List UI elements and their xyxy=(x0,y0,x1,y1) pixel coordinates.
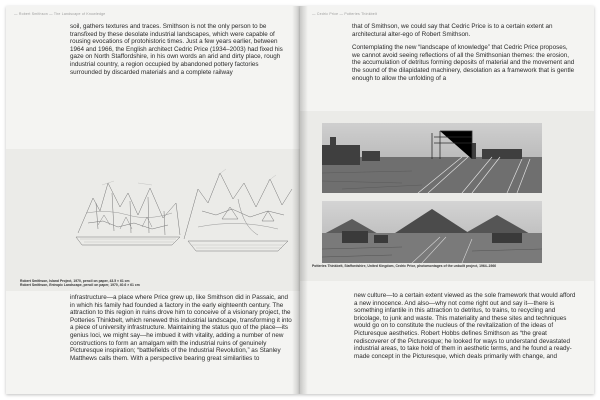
running-head-right: — Cedric Price — Potteries Thinkbelt xyxy=(312,12,378,16)
photomontage-spoil-heaps xyxy=(322,201,542,263)
paragraph: new culture—to a certain extent viewed as the sole framework that would afford a new innocence. And also—why not come right out and say it—there is something infantile in this attraction to detritus, to trains, to recycling and bricolage, to junk and waste. This materiality and these sites and techniques would go on to constitute the nucleus of the revitalization of the ideas of Picturesque aesthetics. Robert Hobbs defines Smithson as “the great rediscoverer of the Picturesque; he looked for ways to understand devastated industrial areas, to take hold of them in aesthetic terms, and he found a ready-made concept in the Picturesque, which deals primarily with change, and xyxy=(354,292,576,360)
right-page-caption: Potteries Thinkbelt, Staffordshire, United Kingdom, Cedric Price, photomontages of the unbuilt project, 1964–1966 xyxy=(312,264,497,268)
sketch-drawing-entropic-landscape xyxy=(178,159,298,257)
right-page xyxy=(300,6,594,394)
photomontage-railway-yard xyxy=(322,123,542,193)
left-page xyxy=(6,6,300,394)
paragraph: infrastructure—a place where Price grew up, like Smithson did in Passaic, and in which his family had founded a factory in the early eighteenth century. The attraction to this region in ruins drove him to conceive of a visionary project, the Potteries Thinkbelt, which renewed this industrial landscape, transforming it into a piece of university infrastructure. Maintaining the status quo of the place—its genius loci, we might say—he imbued it with vitality, adding a number of new constructions to form an amalgam with the industrial ruins of genuinely Picturesque inspiration; “battlefields of the Industrial Revolution,” as Stanley Matthews calls them. With a perspective bearing great similarities to xyxy=(70,294,292,362)
paragraph: Contemplating the new “landscape of knowledge” that Cedric Price proposes, we cannot avoid seeing reflections of all the Smithsonian themes: the erosion, the accumulation of detritus forming deposits of material and the movement and the sound of the dilapidated machinery, desolation as a framework that is gentle enough to allow the unfolding of a xyxy=(352,44,575,82)
left-page-image-plate xyxy=(6,149,300,291)
paragraph: soil, gathers textures and traces. Smithson is not the only person to be transfixed by these desolate industrial landscapes, which were capable of rousing evocations of protohistoric times. Just a few years earlier, between 1964 and 1966, the English architect Cedric Price (1934–2003) had fixed his gaze on North Staffordshire, in his own words an arid and dirty place, rough industrial country, a region occupied by abandoned pottery factories surrounded by discarded materials and a complete railway xyxy=(70,23,283,76)
running-head-left: — Robert Smithson — The Landscape of Knowledge xyxy=(14,12,106,16)
right-page-bottom-text xyxy=(354,292,576,362)
left-page-caption xyxy=(20,279,220,288)
caption-line: Robert Smithson, Entropic Landscape, pencil on paper, 1970, 40.6 × 61 cm xyxy=(20,283,140,288)
right-page-top-text xyxy=(352,23,576,84)
paragraph: that of Smithson, we could say that Cedric Price is to a certain extent an architectural alter-ego of Robert Smithson. xyxy=(352,23,553,38)
left-page-top-text xyxy=(70,23,292,78)
right-page-image-plate xyxy=(300,111,594,281)
sketch-drawing-island-project xyxy=(68,163,188,253)
left-page-bottom-text xyxy=(70,294,292,364)
caption-line: Robert Smithson, Island Project, 1970, pencil on paper, 43.5 × 61 cm xyxy=(20,279,130,283)
